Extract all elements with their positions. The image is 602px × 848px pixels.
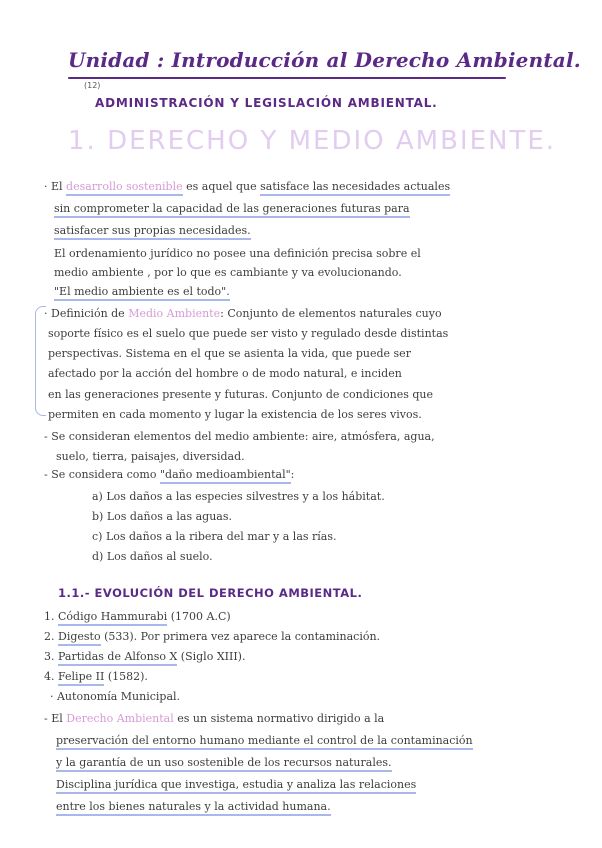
elementos-line-2: suelo, tierra, paisajes, diversidad. (56, 450, 245, 463)
highlight-text: preservación del entorno humano mediante el control de la contaminación (56, 734, 473, 750)
item-detail: (1582). (104, 670, 148, 683)
evolucion-subitem: · Autonomía Municipal. (50, 690, 181, 703)
item-number: 3. (44, 650, 58, 663)
evolucion-item (44, 650, 245, 663)
definicion-line-2: soporte físico es el suelo que puede ser visto y regulado desde distintas (48, 327, 449, 340)
term-medio-ambiente: Medio Ambiente (128, 307, 221, 320)
page-number: (12) (84, 81, 101, 90)
course-subtitle: ADMINISTRACIÓN Y LEGISLACIÓN AMBIENTAL. (95, 96, 438, 110)
text: · Definición de (44, 307, 129, 320)
definicion-line-4: afectado por la acción del hombre o de modo natural, e inciden (48, 367, 402, 380)
elementos-line-1: - Se consideran elementos del medio ambiente: aire, atmósfera, agua, (44, 430, 435, 443)
text: - Se considera como (44, 468, 160, 481)
quote-text: "El medio ambiente es el todo". (54, 285, 230, 301)
highlight-text: Disciplina jurídica que investiga, estudia y analiza las relaciones (56, 778, 416, 794)
dano-item: a) Los daños a las especies silvestres y a los hábitat. (92, 490, 385, 503)
dano-item: c) Los daños a la ribera del mar y a las rías. (92, 530, 337, 543)
item-number: 4. (44, 670, 58, 683)
definicion-line-1 (44, 307, 442, 320)
item-number: 2. (44, 630, 58, 643)
derecho-ambiental-line-2 (56, 734, 473, 747)
text: es aquel que (182, 180, 261, 193)
derecho-ambiental-line-1 (44, 712, 384, 725)
section-heading: 1. DERECHO Y MEDIO AMBIENTE. (68, 126, 557, 156)
highlight-text: sin comprometer la capacidad de las generaciones futuras para (54, 202, 410, 218)
item-detail: (Siglo XIII). (177, 650, 246, 663)
dano-item: b) Los daños a las aguas. (92, 510, 233, 523)
definicion-line-5: en las generaciones presente y futuras. Conjunto de condiciones que (48, 388, 433, 401)
definicion-line-6: permiten en cada momento y lugar la existencia de los seres vivos. (48, 408, 422, 421)
highlight-text: satisfacer sus propias necesidades. (54, 224, 251, 240)
text: es un sistema normativo dirigido a la (173, 712, 385, 725)
intro-line-3 (54, 224, 251, 237)
item-name: Código Hammurabi (58, 610, 167, 626)
dano-item: d) Los daños al suelo. (92, 550, 213, 563)
derecho-ambiental-line-3 (56, 756, 392, 769)
evolucion-item (44, 630, 380, 643)
dano-heading (44, 468, 294, 481)
term-desarrollo-sostenible: desarrollo sostenible (66, 180, 183, 196)
item-detail: (1700 A.C) (167, 610, 231, 623)
highlight-text: y la garantía de un uso sostenible de los recursos naturales. (56, 756, 392, 772)
text: : Conjunto de elementos naturales cuyo (220, 307, 442, 320)
item-number: 1. (44, 610, 58, 623)
term-dano-medioambiental: "daño medioambiental" (160, 468, 291, 484)
item-detail: (533). Por primera vez aparece la contaminación. (100, 630, 381, 643)
evolucion-item (44, 670, 148, 683)
text: : (290, 468, 295, 481)
title-underline (68, 77, 506, 79)
intro-line-1 (44, 180, 450, 193)
item-name: Digesto (58, 630, 101, 646)
bullet: · (44, 180, 48, 193)
evolucion-item (44, 610, 231, 623)
bracket-decoration (35, 306, 46, 416)
intro-line-5: medio ambiente , por lo que es cambiante y va evolucionando. (54, 266, 402, 279)
intro-line-4: El ordenamiento jurídico no posee una definición precisa sobre el (54, 247, 421, 260)
highlight-text: entre los bienes naturales y la actividad humana. (56, 800, 331, 816)
item-name: Felipe II (58, 670, 104, 686)
subsection-heading: 1.1.- EVOLUCIÓN DEL DERECHO AMBIENTAL. (58, 586, 363, 600)
intro-line-6 (54, 285, 230, 298)
intro-line-2 (54, 202, 410, 215)
text: El (51, 180, 67, 193)
text: - El (44, 712, 67, 725)
term-derecho-ambiental: Derecho Ambiental (66, 712, 174, 725)
page-title: Unidad : Introducción al Derecho Ambiental. (68, 48, 581, 72)
derecho-ambiental-line-5 (56, 800, 331, 813)
item-name: Partidas de Alfonso X (58, 650, 177, 666)
highlight-text: satisface las necesidades actuales (260, 180, 450, 196)
derecho-ambiental-line-4 (56, 778, 416, 791)
definicion-line-3: perspectivas. Sistema en el que se asienta la vida, que puede ser (48, 347, 411, 360)
